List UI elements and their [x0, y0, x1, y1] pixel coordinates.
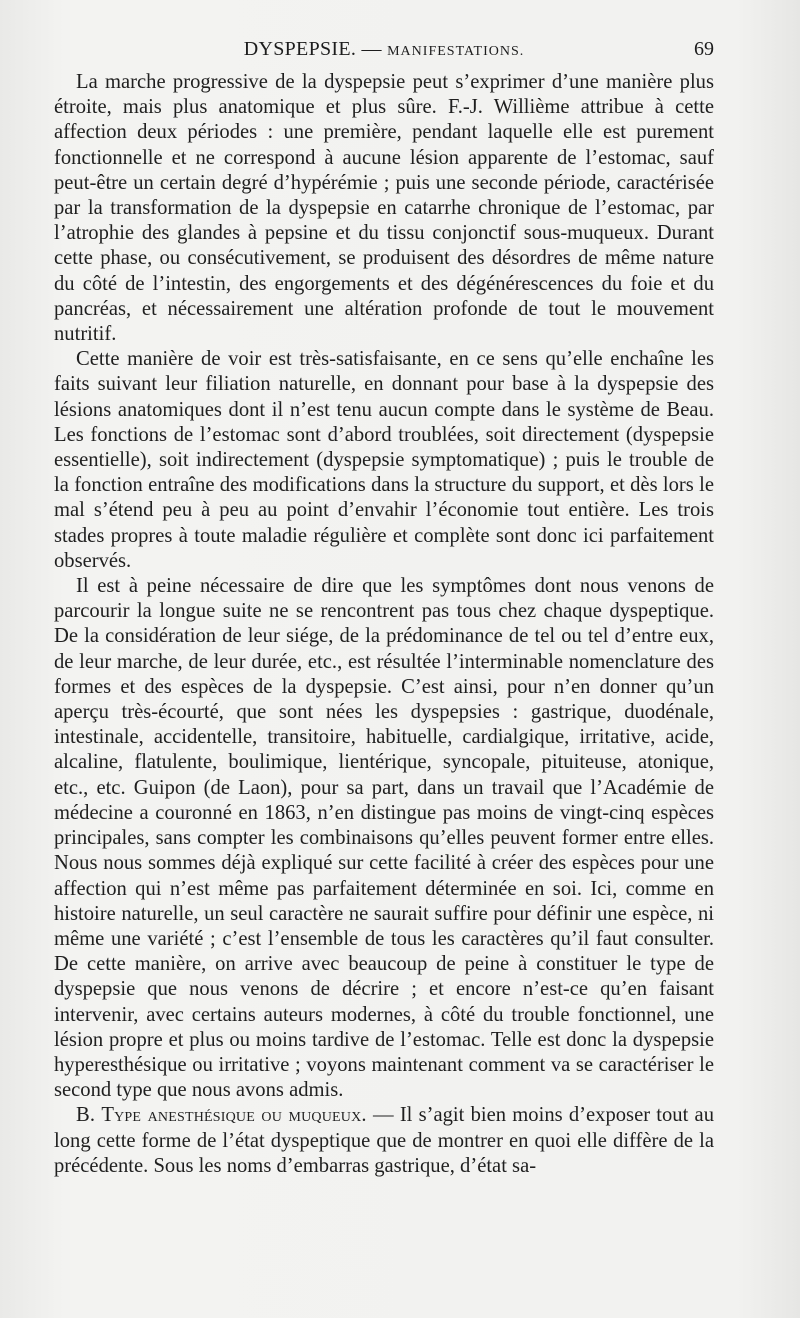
paragraph-3: Il est à peine nécessaire de dire que les symptômes dont nous venons de parcourir la longue suite ne se rencontrent pas tous chez chaque dyspeptique. De la considération de leur siége, de la prédominance de tel ou tel d’entre eux, de leur marche, de leur durée, etc., est résultée l’interminable nomenclature des formes et des espèces de la dyspepsie. C’est ainsi, pour n’en donner qu’un aperçu très-écourté, que sont nées les dyspepsies : gastrique, duodénale, intestinale, accidentelle, transitoire, habituelle, cardialgique, irritative, acide, alcaline, flatulente, boulimique, lientérique, syncopale, pituiteuse, atonique, etc., etc. Guipon (de Laon), pour sa part, dans un travail que l’Académie de médecine a couronné en 1863, n’en distingue pas moins de vingt-cinq espèces principales, sans compter les combinaisons qu’elles peuvent former entre elles. Nous nous sommes déjà expliqué sur cette facilité à créer des espèces pour une affection qui n’est même pas parfaitement déterminée en soi. Ici, comme en histoire naturelle, un seul caractère ne saurait suffire pour définir une espèce, ni même une variété ; c’est l’ensemble de tous les caractères qu’il faut consulter. De cette manière, on arrive avec beaucoup de peine à constituer le type de dyspepsie que nous venons de décrire ; et encore n’est-ce qu’en faisant intervenir, avec certains auteurs modernes, à côté du trouble fonctionnel, une lésion propre et plus ou moins tardive de l’estomac. Telle est donc la dyspepsie hyperesthésique ou irritative ; voyons maintenant comment va se caractériser le second type que nous avons admis. [54, 575, 714, 1102]
running-title-separator: — [356, 38, 388, 60]
page-header [54, 38, 714, 68]
paragraph-2: Cette manière de voir est très-satisfaisante, en ce sens qu’elle enchaîne les faits suivant leur filiation naturelle, en donnant pour base à la dyspepsie des lésions anatomiques dont il n’est tenu aucun compte dans le système de Beau. Les fonctions de l’estomac sont d’abord troublées, soit directement (dyspepsie essentielle), soit indirectement (dyspepsie symptomatique) ; puis le trouble de la fonction entraîne des modifications dans la structure du support, et dès lors le mal s’étend peu à peu au point d’envahir l’économie tout entière. Les trois stades propres à toute maladie régulière et complète sont donc ici parfaitement observés. [54, 348, 714, 572]
running-title-subtitle: MANIFESTATIONS. [387, 44, 525, 59]
paragraph-1: La marche progressive de la dyspepsie peut s’exprimer d’une manière plus étroite, mais plus anatomique et plus sûre. F.-J. Willième attribue à cette affection deux périodes : une première, pendant laquelle elle est purement fonctionnelle et ne correspond à aucune lésion apparente de l’estomac, sauf peut-être un certain degré d’hypérémie ; puis une seconde période, caractérisée par la transformation de la dyspepsie en catarrhe chronique de l’estomac, par l’atrophie des glandes à pepsine et du tissu conjonctif sous-muqueux. Durant cette phase, ou consécutivement, se produisent des désordres de même nature du côté de l’intestin, des engorgements et des dégénérescences du foie et du pancréas, et nécessairement une altération profonde de tout le mouvement nutritif. [54, 71, 714, 346]
section-b-paragraph [54, 1103, 714, 1179]
running-title [54, 38, 714, 61]
body-text [54, 70, 714, 1179]
running-title-main: DYSPEPSIE. [243, 38, 357, 60]
section-b-text: — Il s’agit bien moins d’exposer tout au long cette forme de l’état dyspeptique que de montrer en quoi elle diffère de la précédente. Sous les noms d’embarras gastrique, d’état sa- [54, 1104, 714, 1177]
page-number: 69 [694, 38, 714, 60]
section-b-heading: B. Type anesthésique ou muqueux. [76, 1104, 367, 1127]
